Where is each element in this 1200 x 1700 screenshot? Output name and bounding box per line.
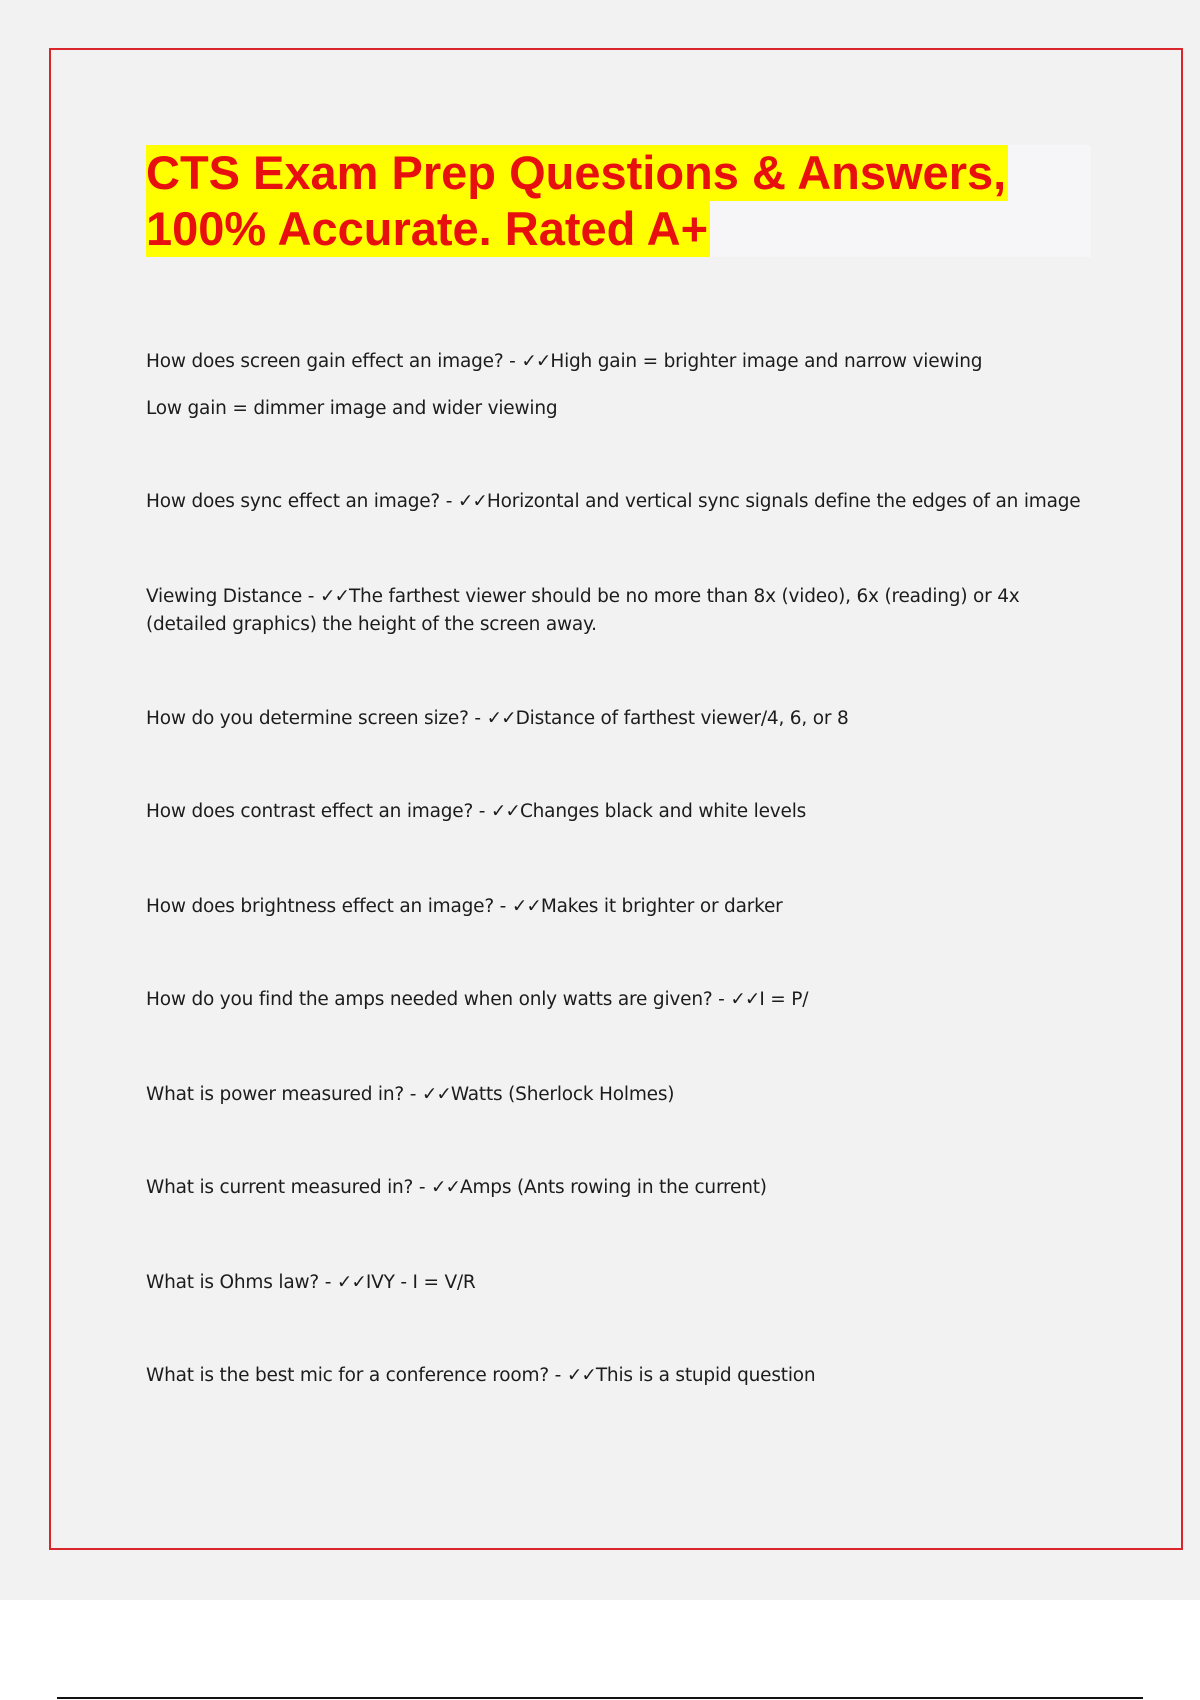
check-marks-icon: ✓✓ [336, 1272, 366, 1293]
question-text: How do you find the amps needed when only watts are given? [146, 989, 713, 1010]
separator: - [493, 896, 512, 917]
qa-item [146, 583, 1026, 639]
check-marks-icon: ✓✓ [566, 1365, 596, 1386]
answer-text: Amps (Ants rowing in the current) [460, 1177, 767, 1198]
qa-item [146, 1362, 1086, 1390]
question-text: What is Ohms law? [146, 1272, 320, 1293]
qa-item [146, 1174, 1086, 1202]
question-text: How does brightness effect an image? [146, 896, 494, 917]
question-text: How does contrast effect an image? [146, 801, 474, 822]
title-line-2: 100% Accurate. Rated A+ [146, 202, 709, 255]
check-marks-icon: ✓✓ [490, 801, 520, 822]
question-text: What is current measured in? [146, 1177, 414, 1198]
answer-text: Watts (Sherlock Holmes) [450, 1084, 675, 1105]
question-text: How does sync effect an image? [146, 491, 441, 512]
separator: - [302, 586, 320, 607]
separator: - [548, 1365, 567, 1386]
answer-text: IVY - I = V/R [365, 1272, 476, 1293]
qa-item [146, 798, 1086, 826]
separator: - [319, 1272, 337, 1293]
question-text: Viewing Distance [146, 586, 303, 607]
answer-text: Changes black and white levels [519, 801, 807, 822]
question-text: How do you determine screen size? [146, 708, 469, 729]
check-marks-icon: ✓✓ [730, 989, 760, 1010]
qa-item [146, 893, 1086, 921]
answer-text: I = P/ [759, 989, 809, 1010]
check-marks-icon: ✓✓ [457, 491, 487, 512]
check-marks-icon: ✓✓ [486, 708, 516, 729]
separator: - [503, 351, 522, 372]
qa-item [146, 1269, 1086, 1297]
title-line-1: CTS Exam Prep Questions & Answers, [146, 146, 1007, 199]
check-marks-icon: ✓✓ [431, 1177, 461, 1198]
next-page-top-rule [57, 1697, 1143, 1699]
qa-item [146, 705, 1086, 733]
document-title [146, 145, 1091, 257]
answer-text: The farthest viewer should be no more than 8x (video), 6x (reading) or 4x (detailed graphics) the height of the screen away. [146, 586, 1020, 635]
check-marks-icon: ✓✓ [511, 896, 541, 917]
check-marks-icon: ✓✓ [521, 351, 551, 372]
qa-item [146, 488, 1086, 516]
check-marks-icon: ✓✓ [319, 586, 349, 607]
answer-text: High gain = brighter image and narrow viewing [550, 351, 983, 372]
qa-item [146, 1081, 1086, 1109]
question-text: How does screen gain effect an image? [146, 351, 504, 372]
answer-text: Horizontal and vertical sync signals define the edges of an image [486, 491, 1081, 512]
answer-continuation [146, 395, 1086, 423]
separator: - [468, 708, 487, 729]
separator: - [473, 801, 491, 822]
answer-text: Makes it brighter or darker [540, 896, 783, 917]
question-text: What is the best mic for a conference room? [146, 1365, 549, 1386]
question-text: What is power measured in? [146, 1084, 405, 1105]
separator: - [440, 491, 458, 512]
separator: - [413, 1177, 432, 1198]
separator: - [712, 989, 731, 1010]
answer-text: Distance of farthest viewer/4, 6, or 8 [515, 708, 849, 729]
qa-item [146, 986, 1086, 1014]
answer-continuation-text: Low gain = dimmer image and wider viewing [146, 398, 558, 419]
check-marks-icon: ✓✓ [421, 1084, 451, 1105]
separator: - [404, 1084, 422, 1105]
qa-item [146, 348, 1086, 376]
answer-text: This is a stupid question [595, 1365, 816, 1386]
